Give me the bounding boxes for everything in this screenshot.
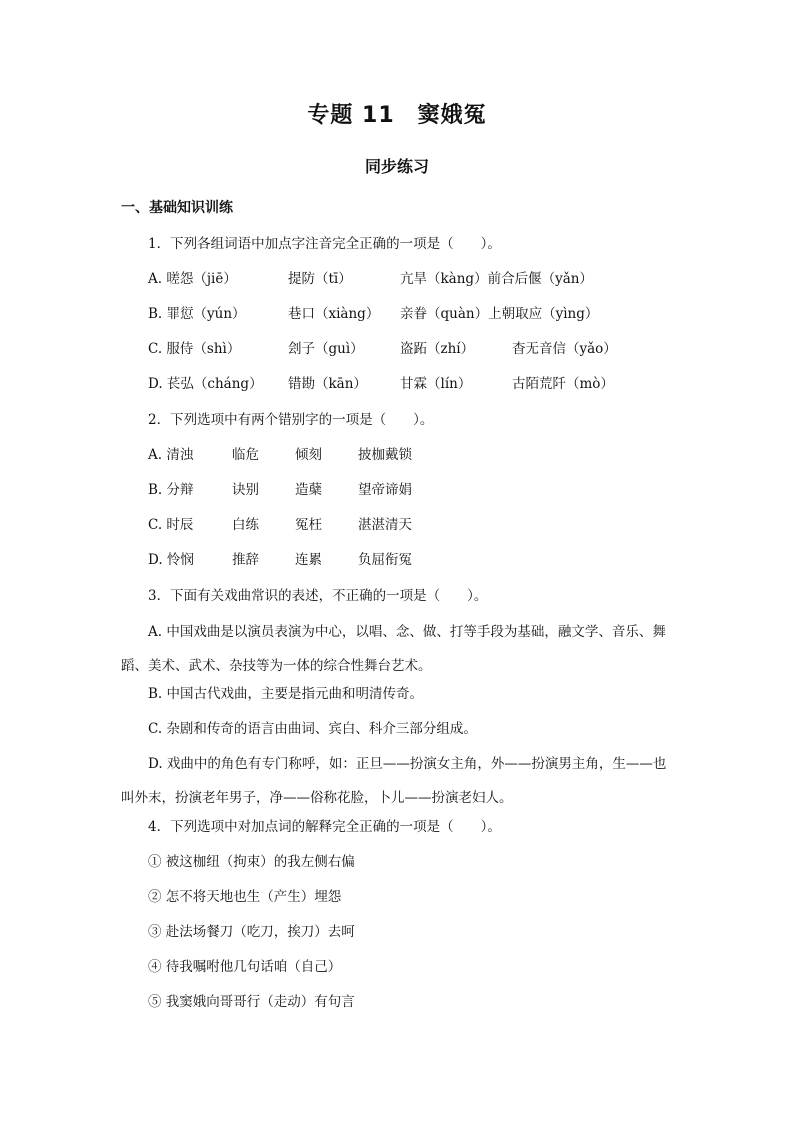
q4-item-1: ① 被这枷纽（拘束）的我左侧右偏 xyxy=(148,854,355,870)
q3-option-b: B. 中国古代戏曲，主要是指元曲和明清传奇。 xyxy=(148,686,424,702)
q4-item-2: ② 怎不将天地也生（产生）埋怨 xyxy=(148,889,342,905)
q2-c-item-2: 白练 xyxy=(232,517,259,533)
q2-b-item-2: 诀别 xyxy=(232,482,259,498)
question-2-stem: 2．下列选项中有两个错别字的一项是（ ）。 xyxy=(148,412,434,428)
q2-c-item-4: 湛湛清天 xyxy=(358,517,412,533)
q3-option-a: A. 中国戏曲是以演员表演为中心，以唱、念、做、打等手段为基础，融文学、音乐、舞蹈、美术、武术、杂技等为一体的综合性舞台艺术。 xyxy=(121,624,666,674)
q2-d-item-2: 推辞 xyxy=(232,552,259,568)
section-heading: 一、基础知识训练 xyxy=(121,200,233,216)
q1-d-item-3: 甘霖（lín） xyxy=(400,376,472,392)
q2-b-item-4: 望帝谛娟 xyxy=(358,482,412,498)
q1-b-item-3: 亲眷（quàn）上朝取应（yìng） xyxy=(400,306,599,322)
q1-c-item-1: C. 服侍（shì） xyxy=(148,341,241,357)
q2-c-item-3: 冤枉 xyxy=(295,517,322,533)
q2-d-item-1: D. 怜悯 xyxy=(148,552,194,568)
q2-a-item-3: 倾刻 xyxy=(295,447,322,463)
q1-c-item-3: 盗跖（zhí） xyxy=(400,341,475,357)
q1-a-item-1: A. 嗟怨（jiē） xyxy=(148,271,237,287)
question-1-stem: 1．下列各组词语中加点字注音完全正确的一项是（ ）。 xyxy=(148,236,501,252)
page-title: 专题 11 窦娥冤 xyxy=(307,103,487,128)
q2-d-item-4: 负屈衔冤 xyxy=(358,552,412,568)
page-subtitle: 同步练习 xyxy=(364,157,429,176)
q3-option-c: C. 杂剧和传奇的语言由曲词、宾白、科介三部分组成。 xyxy=(148,721,477,737)
q2-b-item-3: 造蘖 xyxy=(295,482,322,498)
question-4-stem: 4．下列选项中对加点词的解释完全正确的一项是（ ）。 xyxy=(148,819,501,835)
q2-a-item-4: 披枷戴锁 xyxy=(358,447,412,463)
q2-a-item-1: A. 清浊 xyxy=(148,447,194,463)
q1-c-item-2: 刽子（guì） xyxy=(288,341,364,357)
q4-item-5: ⑤ 我窦娥向哥哥行（走动）有句言 xyxy=(148,994,355,1010)
q1-d-item-4: 古陌荒阡（mò） xyxy=(512,376,614,392)
q1-a-item-2: 提防（tī） xyxy=(288,271,352,287)
q4-item-4: ④ 待我嘱咐他几句话咱（自己） xyxy=(148,959,342,975)
question-3-stem: 3．下面有关戏曲常识的表述，不正确的一项是（ ）。 xyxy=(148,588,488,604)
q2-a-item-2: 临危 xyxy=(232,447,259,463)
q1-d-item-1: D. 苌弘（cháng） xyxy=(148,376,263,392)
q1-c-item-4: 杳无音信（yǎo） xyxy=(512,341,617,357)
q1-d-item-2: 错勘（kān） xyxy=(288,376,367,392)
q1-b-item-1: B. 罪愆（yún） xyxy=(148,306,246,322)
q2-c-item-1: C. 时辰 xyxy=(148,517,194,533)
q2-d-item-3: 连累 xyxy=(295,552,322,568)
q2-b-item-1: B. 分辩 xyxy=(148,482,194,498)
q4-item-3: ③ 赴法场餐刀（吃刀，挨刀）去呵 xyxy=(148,924,355,940)
q1-a-item-3: 亢旱（kàng）前合后偃（yǎn） xyxy=(400,271,593,287)
q3-option-d: D. 戏曲中的角色有专门称呼，如：正旦——扮演女主角，外——扮演男主角，生——也叫外末，扮演老年男子，净——俗称花脸，卜儿——扮演老妇人。 xyxy=(121,756,667,806)
q1-b-item-2: 巷口（xiàng） xyxy=(288,306,380,322)
